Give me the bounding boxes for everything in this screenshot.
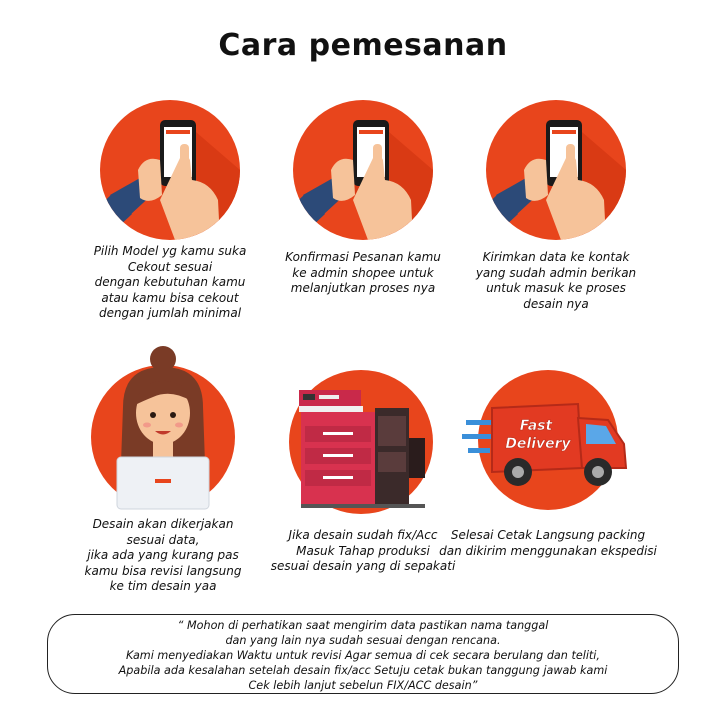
step-5-caption: Jika desain sudah fix/Acc Masuk Tahap produksi sesuai desain yang di sepakati bbox=[270, 528, 456, 573]
printer-icon bbox=[283, 368, 443, 518]
note-line: “ Mohon di perhatikan saat mengirim data pastikan nama tanggal bbox=[177, 619, 549, 632]
phone-tap-icon bbox=[100, 100, 240, 240]
phone-tap-icon bbox=[293, 100, 433, 240]
note-line: Kami menyediakan Waktu untuk revisi Agar semua di cek secara berulang dan teliti, bbox=[126, 649, 600, 662]
note-box bbox=[47, 614, 679, 694]
page-title: Cara pemesanan bbox=[218, 28, 508, 63]
step-3-caption: Kirimkan data ke kontak yang sudah admin berikan untuk masuk ke proses desain nya bbox=[475, 250, 637, 311]
step-6 bbox=[428, 368, 668, 559]
phone-tap-icon bbox=[486, 100, 626, 240]
step-3 bbox=[436, 100, 676, 312]
note-line: dan yang lain nya sudah sesuai dengan rencana. bbox=[225, 634, 501, 647]
note-line: Cek lebih lanjut sebelun FIX/ACC desain” bbox=[248, 679, 478, 692]
fast-delivery-badge: Delivery bbox=[505, 436, 571, 452]
step-4-caption: Desain akan dikerjakan sesuai data, jika ada yang kurang pas kamu bisa revisi langsung ke tim desain yaa bbox=[84, 517, 242, 593]
step-1-caption: Pilih Model yg kamu suka Cekout sesuai dengan kebutuhan kamu atau kamu bisa cekout dengan jumlah minimal bbox=[93, 244, 247, 320]
delivery-truck-icon bbox=[458, 368, 638, 518]
note-line: Apabila ada kesalahan setelah desain fix/acc Setuju cetak bukan tanggung jawab kami bbox=[118, 664, 608, 677]
fast-delivery-badge: Fast bbox=[519, 418, 553, 434]
step-2-caption: Konfirmasi Pesanan kamu ke admin shopee untuk melanjutkan proses nya bbox=[285, 250, 441, 295]
step-6-caption: Selesai Cetak Langsung packing dan dikirim menggunakan ekspedisi bbox=[439, 528, 657, 558]
designer-laptop-icon bbox=[83, 345, 243, 515]
